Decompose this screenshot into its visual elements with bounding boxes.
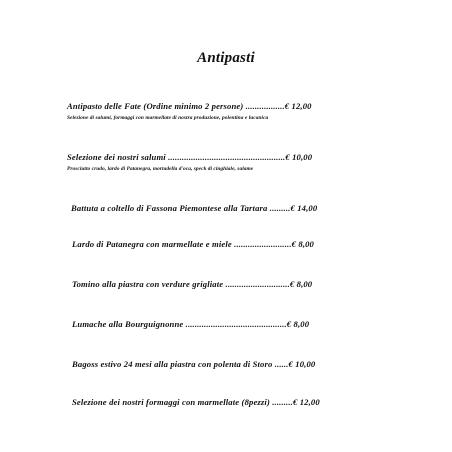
menu-item <box>72 240 314 249</box>
menu-item <box>67 153 312 172</box>
menu-item-line: Antipasto delle Fate (Ordine minimo 2 persone) .................€ 12,00 <box>67 101 312 111</box>
menu-item <box>71 204 317 213</box>
menu-item <box>67 102 312 121</box>
menu-item-line: Selezione dei nostri formaggi con marmellate (8pezzi) .........€ 12,00 <box>72 397 320 407</box>
menu-item-description: Selezione di salumi, formaggi con marmellate di nostra produzione, polentina e lucanica <box>67 114 269 121</box>
menu-item-line: Bagoss estivo 24 mesi alla piastra con polenta di Storo ......€ 10,00 <box>72 359 316 369</box>
menu-item <box>72 398 320 407</box>
menu-item-description: Prosciutto crudo, lardo di Patanegra, mortadella d'oca, speck di cinghiale, salame <box>67 165 254 172</box>
menu-item-line: Lardo di Patanegra con marmellate e miele .........................€ 8,00 <box>72 239 315 249</box>
menu-item <box>72 360 315 369</box>
menu-title: Antipasti <box>197 50 255 66</box>
menu-item-line: Lumache alla Bourguignonne ............................................€ 8,00 <box>72 319 310 329</box>
menu-item <box>72 320 309 329</box>
menu-item <box>72 280 312 289</box>
menu-item-line: Battuta a coltello di Fassona Piemontese alla Tartara .........€ 14,00 <box>71 203 318 213</box>
menu-item-line: Tomino alla piastra con verdure grigliate ............................€ 8,00 <box>72 279 313 289</box>
menu-item-line: Selezione dei nostri salumi ...................................................€ 10,00 <box>67 152 313 162</box>
